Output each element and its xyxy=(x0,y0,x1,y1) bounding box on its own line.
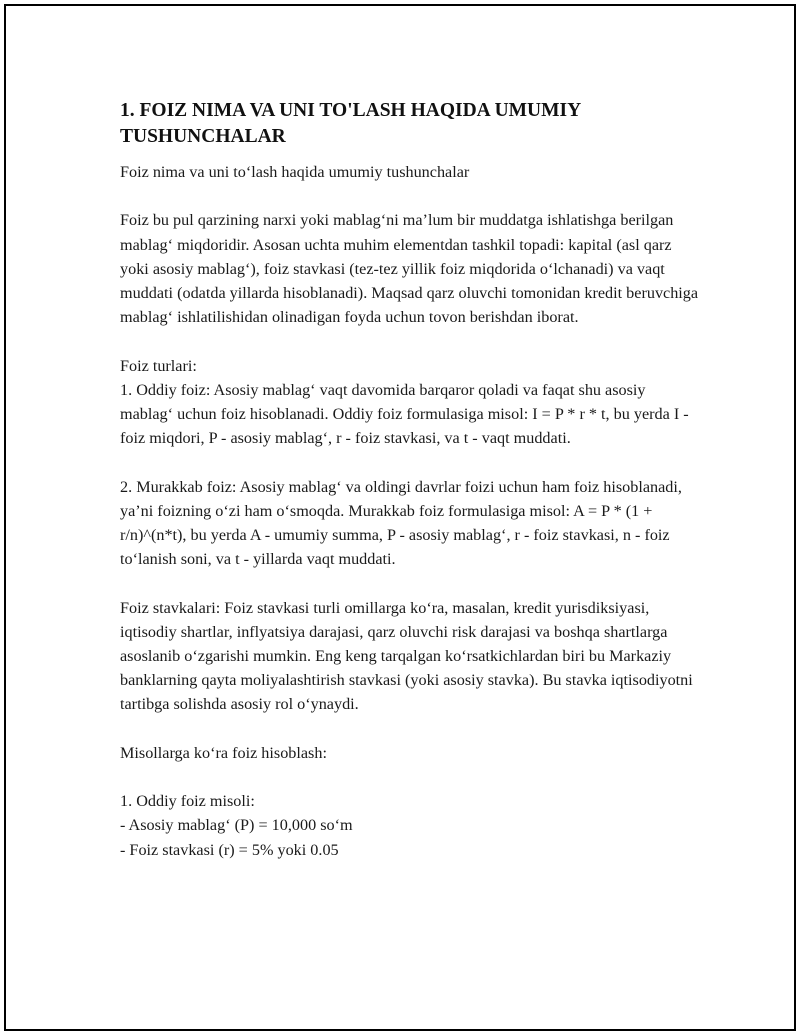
paragraph-spacer xyxy=(120,450,700,474)
paragraph-examples-heading: Misollarga ko‘ra foiz hisoblash: xyxy=(120,743,327,762)
paragraph-spacer xyxy=(120,329,700,353)
document-title: 1. FOIZ NIMA VA UNI TO'LASH HAQIDA UMUMIY TUSHUNCHALAR xyxy=(120,100,581,147)
document-body xyxy=(120,98,700,862)
paragraph-spacer xyxy=(120,717,700,741)
paragraph-interest-rates: Foiz stavkalari: Foiz stavkasi turli omillarga ko‘ra, masalan, kredit yurisdiksiyasi, iqtisodiy shartlar, inflyatsiya darajasi, qarz oluvchi risk darajasi va boshqa shartlarga asoslanib o‘zgarishi mumkin. Eng keng tarqalgan ko‘rsatkichlardan biri bu Markaziy banklarning qayta moliyalashtirish stavkasi (yoki asosiy stavka). Bu stavka iqtisodiyotni tartibga solishda asosiy rol o‘ynaydi. xyxy=(120,598,693,714)
paragraph-spacer xyxy=(120,571,700,595)
paragraph-compound-interest: 2. Murakkab foiz: Asosiy mablag‘ va oldingi davrlar foizi uchun ham foiz hisoblanadi, ya’ni foizning o‘zi ham o‘smoqda. Murakkab foiz formulasiga misol: A = P * (1 + r/n)^(n*t), bu yerda A - umumiy summa, P - asosiy mablag‘, r - foiz stavkasi, n - foiz to‘lanish soni, va t - yillarda vaqt muddati. xyxy=(120,477,682,569)
paragraph-definition: Foiz bu pul qarzining narxi yoki mablag‘ni ma’lum bir muddatga ishlatishga berilgan mablag‘ miqdoridir. Asosan uchta muhim elementdan tashkil topadi: kapital (asl qarz yoki asosiy mablag‘), foiz stavkasi (tez-tez yillik foiz miqdorida o‘lchanadi) va vaqt muddati (odatda yillarda hisoblanadi). Maqsad qarz oluvchi tomonidan kredit beruvchiga mablag‘ ishlatilishidan olinadigan foyda uchun tovon berishdan iborat. xyxy=(120,211,699,327)
paragraph-spacer xyxy=(120,765,700,789)
page-frame xyxy=(4,4,796,1031)
paragraph-simple-example: 1. Oddiy foiz misoli: - Asosiy mablag‘ (P) = 10,000 so‘m - Foiz stavkasi (r) = 5% yoki 0.05 xyxy=(120,792,353,859)
paragraph-spacer xyxy=(120,184,700,208)
document-subtitle: Foiz nima va uni to‘lash haqida umumiy tushunchalar xyxy=(120,163,470,181)
paragraph-simple-interest: Foiz turlari: 1. Oddiy foiz: Asosiy mablag‘ vaqt davomida barqaror qoladi va faqat shu asosiy mablag‘ uchun foiz hisoblanadi. Oddiy foiz formulasiga misol: I = P * r * t, bu yerda I - foiz miqdori, P - asosiy mablag‘, r - foiz stavkasi, va t - vaqt muddati. xyxy=(120,356,689,448)
